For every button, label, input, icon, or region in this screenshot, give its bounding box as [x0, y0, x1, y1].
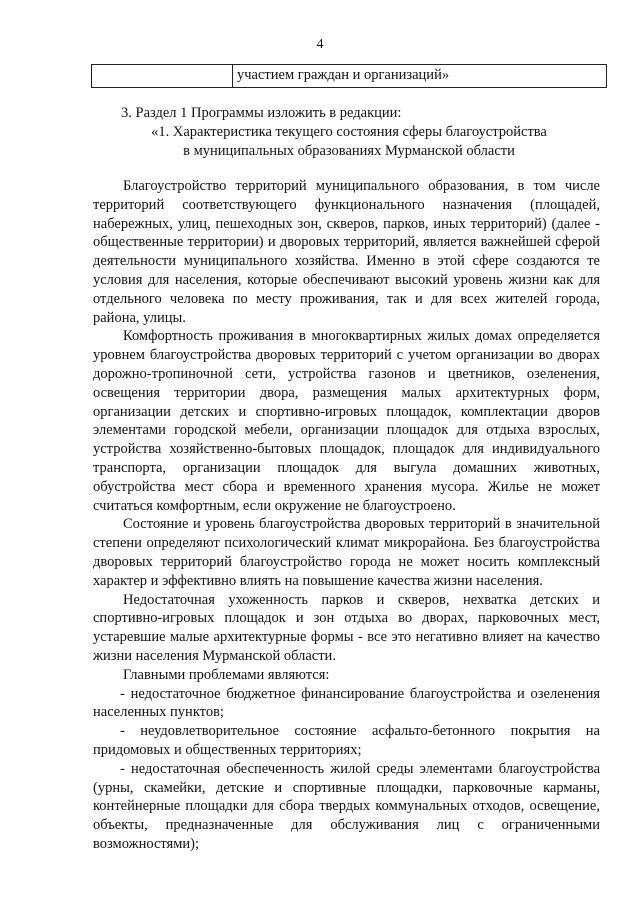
section-title-line-1: «1. Характеристика текущего состояния сферы благоустройства — [151, 124, 547, 140]
paragraph-insufficient-care: Недостаточная ухоженность парков и скверов, нехватка детских и спортивно-игровых площадок и зон отдыха во дворах, парковочных мест, устаревшие малые архитектурные формы - все это негативно влияет на качество жизни населения Мурманской области. — [93, 591, 600, 664]
table-cell-empty — [92, 65, 233, 87]
page-number: 4 — [316, 37, 324, 52]
body-text — [93, 177, 600, 854]
table-cell-text: участием граждан и организаций» — [237, 67, 450, 83]
problem-item-elements: - недостаточная обеспеченность жилой среды элементами благоустройства (урны, скамейки, детские и спортивные площадки, парковочные карманы, контейнерные площадки для сбора твердых коммунальных отходов, освещение, объекты, предназначенные для обслуживания лиц с ограниченными возможностями); — [93, 760, 600, 852]
problem-item-pavement: - неудовлетворительное состояние асфальто-бетонного покрытия на придомовых и общественных территориях; — [93, 723, 600, 758]
section-title — [91, 123, 607, 161]
section-title-line-2: в муниципальных образованиях Мурманской области — [183, 143, 515, 159]
section-lead: 3. Раздел 1 Программы изложить в редакции: — [121, 105, 402, 121]
problem-item-funding: - недостаточное бюджетное финансирование благоустройства и озеленения населенных пунктов; — [93, 685, 600, 721]
paragraph-landscaping-overview: Благоустройство территорий муниципального образования, в том числе территорий соответствующего функционального назначения (площадей, набережных, улиц, пешеходных зон, скверов, парков, иных территорий) (далее - общественные территории) и дворовых территорий, является важнейшей сферой деятельности муниципального хозяйства. Именно в этой сфере создаются те условия для населения, которые обеспечивают высокий уровень жизни как для отдельного человека по месту проживания, так и для всех жителей города, района, улицы. — [93, 178, 600, 326]
paragraph-main-problems-heading: Главными проблемами являются: — [123, 666, 330, 683]
paragraph-comfort: Комфортность проживания в многоквартирных жилых домах определяется уровнем благоустройства дворовых территорий с учетом организации во дворах дорожно-тропиночной сети, устройства газонов и цветников, озеленения, освещения территории двора, размещения малых архитектурных форм, организации детских и спортивно-игровых площадок, комплектации дворов элементами городской мебели, организации площадок для отдыха взрослых, устройства хозяйственно-бытовых площадок, площадок для индивидуального транспорта, организации площадок для выгула домашних животных, обустройства мест сбора и временного хранения мусора. Жилье не может считаться комфортным, если окружение не благоустроено. — [93, 328, 600, 514]
paragraph-courtyard-state: Состояние и уровень благоустройства дворовых территорий в значительной степени определяют психологический климат микрорайона. Без благоустройства дворовых территорий благоустройство города не может носить комплексный характер и эффективно влиять на повышение качества жизни населения. — [93, 516, 600, 589]
continuation-table-row — [91, 64, 607, 88]
